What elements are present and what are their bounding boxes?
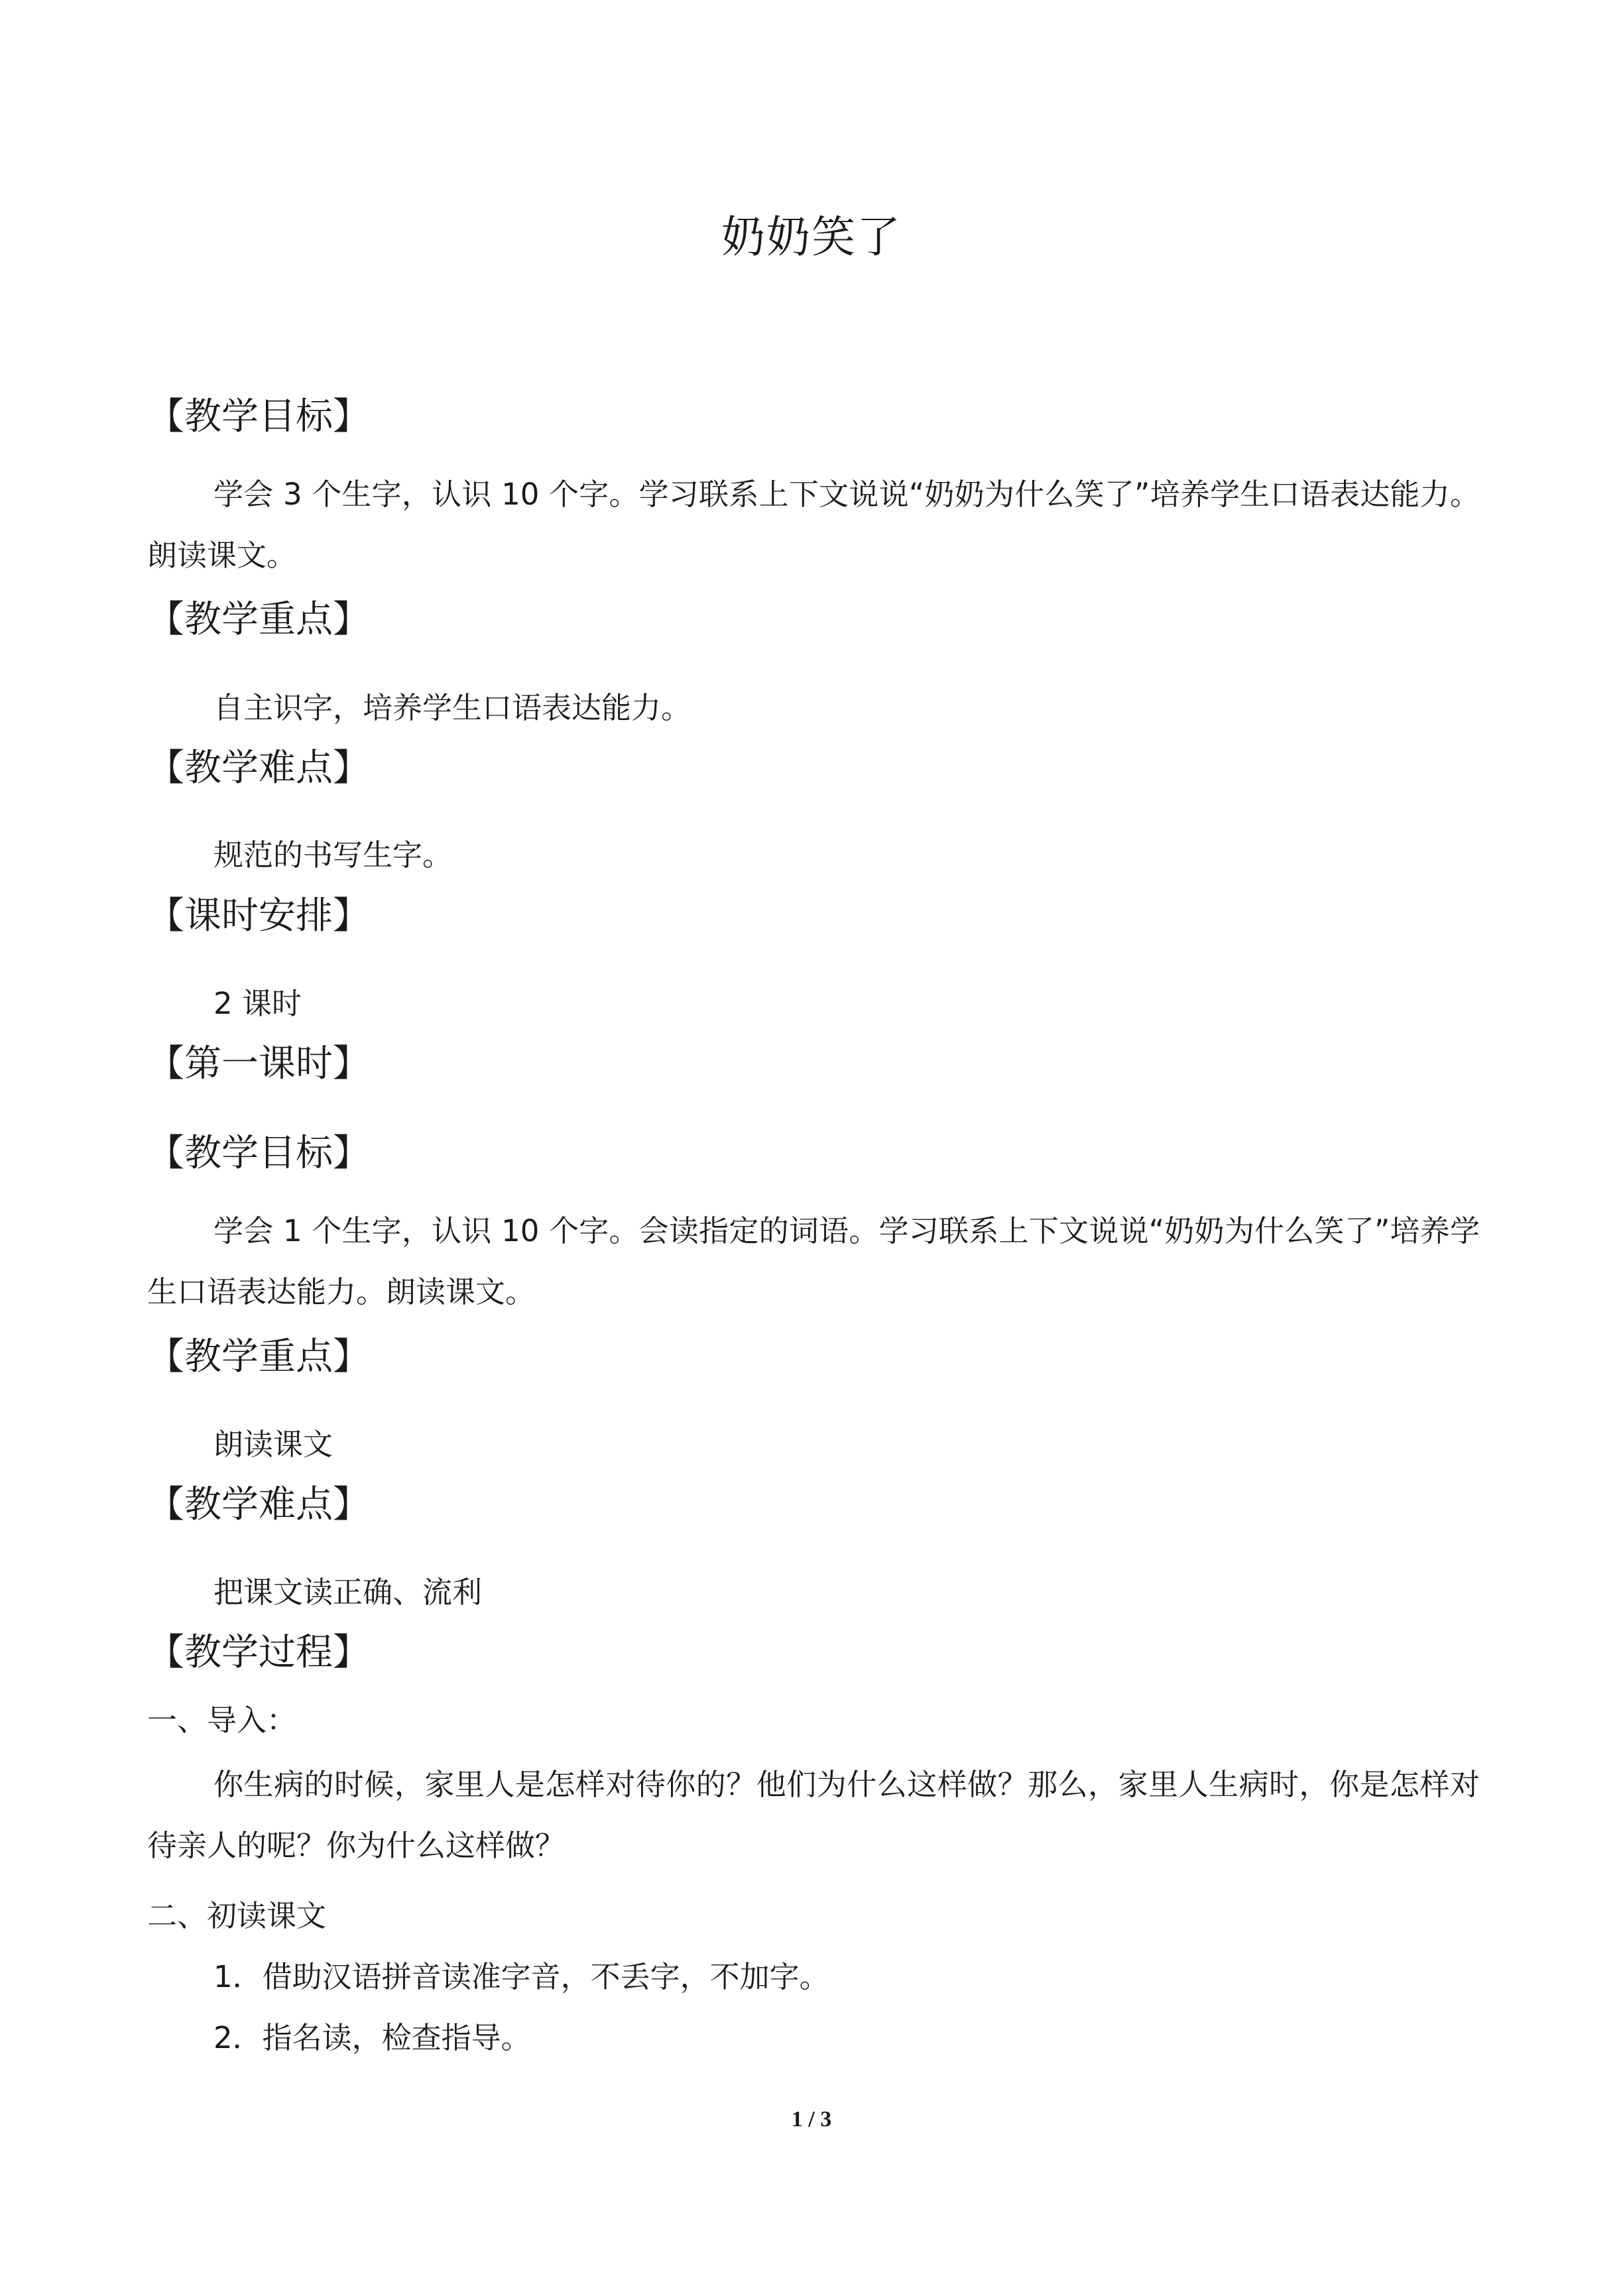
section-intro-text: 你生病的时候，家里人是怎样对待你的？他们为什么这样做？那么，家里人生病时，你是怎样对待亲人的呢？你为什么这样做？ — [147, 1767, 1480, 1863]
heading-teaching-key: 【教学重点】 — [147, 598, 370, 641]
paragraph-teaching-goal: 学会 3 个生字，认识 10 个字。学习联系上下文说说“奶奶为什么笑了”培养学生口语表达能力。朗读课文。 — [147, 477, 1480, 573]
heading-teaching-goal: 【教学目标】 — [147, 395, 370, 438]
paragraph-teaching-key: 自主识字，培养学生口语表达能力。 — [213, 690, 691, 725]
paragraph-teaching-key-2: 朗读课文 — [213, 1427, 333, 1462]
paragraph-schedule: 2 课时 — [213, 986, 302, 1021]
heading-first-lesson: 【第一课时】 — [147, 1042, 370, 1085]
heading-schedule: 【课时安排】 — [147, 894, 370, 937]
heading-teaching-process: 【教学过程】 — [147, 1631, 370, 1674]
paragraph-teaching-difficulty: 规范的书写生字。 — [213, 837, 453, 873]
section-first-reading-title: 二、初读课文 — [147, 1898, 327, 1933]
paragraph-teaching-goal-2: 学会 1 个生字，认识 10 个字。会读指定的词语。学习联系上下文说说“奶奶为什么笑了”培养学生口语表达能力。朗读课文。 — [147, 1213, 1480, 1309]
document-title: 奶奶笑了 — [721, 211, 902, 263]
heading-teaching-key-2: 【教学重点】 — [147, 1335, 370, 1378]
paragraph-teaching-difficulty-2: 把课文读正确、流利 — [213, 1575, 483, 1610]
heading-teaching-difficulty-2: 【教学难点】 — [147, 1483, 370, 1526]
list-item-2: 2．指名读，检查指导。 — [213, 2020, 531, 2055]
section-intro-title: 一、导入： — [147, 1703, 297, 1738]
heading-teaching-goal-2: 【教学目标】 — [147, 1132, 370, 1175]
page-number: 1 / 3 — [791, 2107, 832, 2132]
heading-teaching-difficulty: 【教学难点】 — [147, 747, 370, 790]
list-item-1: 1．借助汉语拼音读准字音，不丢字，不加字。 — [213, 1959, 829, 1994]
